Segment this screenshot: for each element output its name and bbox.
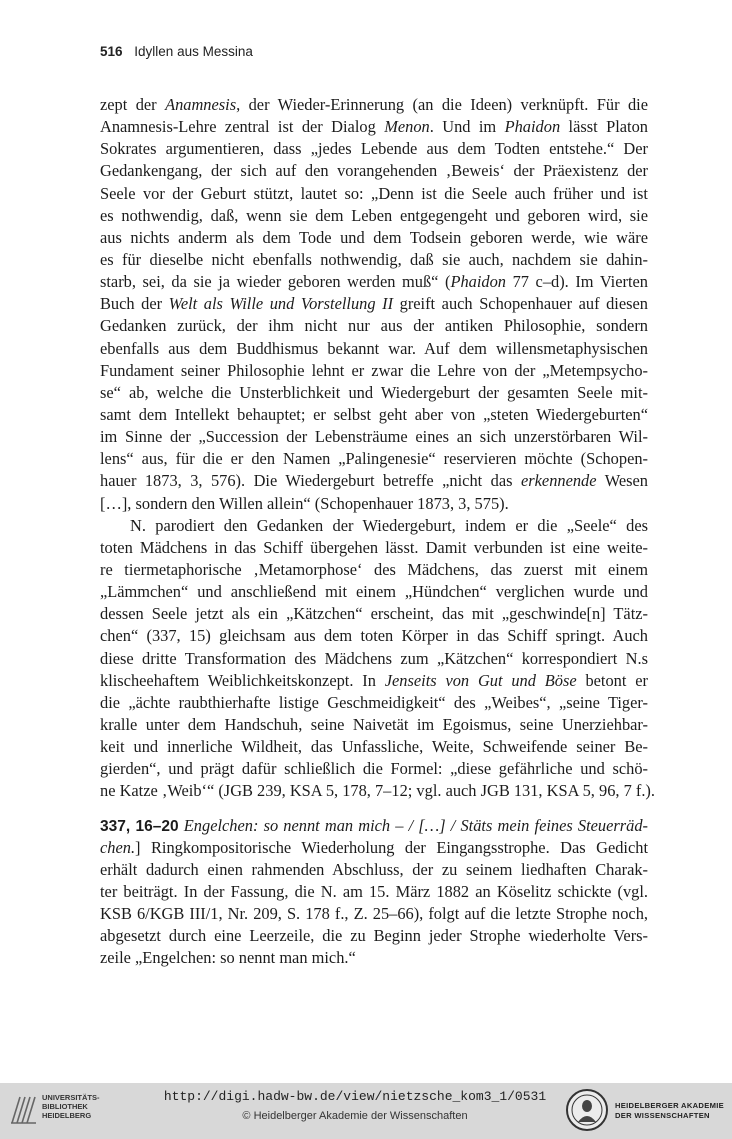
text-line: abgesetzt durch eine Leerzeile, die zu Beginn jeder Strophe wiederholte Vers- — [100, 926, 648, 946]
academy-seal-icon — [565, 1088, 609, 1132]
text-line: re tiermetaphorische ‚Metamorphose‘ des Mädchens, das zuerst mit einem — [100, 559, 648, 579]
page-number: 516 — [100, 44, 123, 59]
text-line: Gedankengang, der sich auf den vorangehenden ‚Beweis‘ der Präexistenz der — [100, 161, 648, 181]
running-title: Idyllen aus Messina — [134, 44, 253, 59]
text-line: ebenfalls aus dem Buddhismus bekannt war. Auf dem willensmetaphysischen — [100, 338, 648, 358]
text-line: dessen Seele jetzt als ein „Kätzchen“ erscheint, das mit „geschwinde[n] Tätz- — [100, 604, 648, 624]
lemma-reference: 337, 16–20 — [100, 817, 179, 835]
text-line: ter beiträgt. In der Fassung, die N. am 15. März 1882 an Köselitz schickte (vgl. — [100, 881, 648, 901]
text-line: es für dieselbe nicht ebenfalls nothwendig, daß sie auch, nachdem sie dahin- — [100, 249, 648, 269]
text-line: zept der Anamnesis, der Wieder-Erinnerung (an die Ideen) verknüpft. Für die — [100, 95, 648, 114]
text-line: Gedanken zurück, der ihm nicht nur aus der antiken Philosophie, sondern — [100, 316, 648, 336]
text-line: gierden“, und prägt dafür schließlich die Formel: „diese gefährliche und schö- — [100, 759, 648, 779]
footer-center — [130, 1089, 580, 1122]
text-line: Fundament seiner Philosophie lehnt er zwar die Lehre von der „Metempsycho- — [100, 360, 648, 380]
footer-bar — [0, 1083, 732, 1139]
text-line: samt dem Intellekt behauptet; er selbst geht aber von „steten Wiedergeburten“ — [100, 404, 648, 424]
text-line: im Sinne der „Succession der Lebensträume eines an sich unzerstörbaren Wil- — [100, 427, 648, 447]
text-line: „Lämmchen“ und anschließend mit einem „Hündchen“ verglichen wurde und — [100, 582, 648, 602]
text-line: chen“ (337, 15) gleichsam aus dem toten Körper in das Schiff springt. Auch — [100, 626, 648, 646]
paragraph-2 — [100, 515, 655, 803]
text-line: kralle unter dem Handschuh, seine Naivetät im Egoismus, seine Unerziehbar- — [100, 714, 648, 734]
paragraph-gap — [100, 803, 648, 815]
library-brand — [8, 1091, 118, 1131]
text-line: […], sondern den Willen allein“ (Schopenhauer 1873, 3, 575). — [100, 493, 509, 513]
text-line: zeile „Engelchen: so nennt man mich.“ — [100, 948, 356, 968]
text-line: hauer 1873, 3, 576). Die Wiedergeburt betreffe „nicht das erkennende Wesen — [100, 471, 648, 491]
text-line: ne Katze ‚Weib‘“ (JGB 239, KSA 5, 178, 7–12; vgl. auch JGB 131, KSA 5, 96, 7 f.). — [100, 781, 655, 801]
paragraph-1 — [100, 94, 648, 515]
text-line: Buch der Welt als Wille und Vorstellung II greift auch Schopenhauer auf diesen — [100, 294, 648, 314]
text-line: keit und innerliche Wildheit, das Unfassliche, Weite, Schweifende seiner Be- — [100, 737, 648, 757]
text-line: Sokrates argumentieren, dass „jedes Lebende aus dem Todten entstehe.“ Der — [100, 139, 648, 159]
text-line: diese dritte Transformation des Mädchens zum „Kätzchen“ korrespondiert N.s — [100, 648, 648, 668]
text-line: chen.] Ringkompositorische Wiederholung der Eingangsstrophe. Das Gedicht — [100, 837, 648, 857]
text-line: Anamnesis-Lehre zentral ist der Dialog Menon. Und im Phaidon lässt Platon — [100, 117, 648, 137]
text-line: toten Mädchens in das Schiff übergehen lässt. Damit verbunden ist eine weite- — [100, 537, 648, 557]
source-link[interactable]: http://digi.hadw-bw.de/view/nietzsche_kom3_1/0531 — [163, 1089, 547, 1104]
text-line: se“ ab, welche die Unsterblichkeit und Wiedergeburt der gesamten Seele mit- — [100, 382, 648, 402]
body-text — [100, 94, 655, 969]
text-line: Seele vor der Geburt stützt, lautet so: „Denn ist die Seele auch früher und ist — [100, 183, 648, 203]
text-line: starb, sei, da sie ja wieder geboren werden muß“ (Phaidon 77 c–d). Im Vierten — [100, 272, 648, 292]
library-logo-icon — [8, 1091, 38, 1127]
academy-brand — [565, 1087, 730, 1135]
text-line: KSB 6/KGB III/1, Nr. 209, S. 178 f., Z. 25–66), folgt auf die letzte Strophe noch, — [100, 904, 648, 924]
paragraph-3 — [100, 815, 648, 970]
text-line: erhält dadurch einen rahmenden Abschluss, der zu seinem liedhaften Charak- — [100, 859, 648, 879]
text-line: es nothwendig, daß, wenn sie dem Leben entgegengeht und geboren wird, sie — [100, 205, 648, 225]
copyright-notice: © Heidelberger Akademie der Wissenschaften — [242, 1110, 468, 1122]
text-line — [100, 815, 648, 837]
text-line: die „ächte raubthierhafte listige Geschmeidigkeit“ des „Weibes“, „seine Tiger- — [100, 692, 648, 712]
academy-name: HEIDELBERGER AKADEMIE DER WISSENSCHAFTEN — [615, 1101, 724, 1120]
text-line: lens“ aus, für die er den Namen „Palingenesie“ reservieren möchte (Schopen- — [100, 449, 648, 469]
library-name: UNIVERSITÄTS- BIBLIOTHEK HEIDELBERG — [42, 1093, 100, 1120]
text-line: N. parodiert den Gedanken der Wiedergeburt, indem er die „Seele“ des — [130, 515, 648, 535]
text-line: klischeehaftem Weiblichkeitskonzept. In Jenseits von Gut und Böse betont er — [100, 670, 648, 690]
text-line: aus nichts anderm als dem Tode und dem Todsein geboren werde, wie wäre — [100, 227, 648, 247]
lemma-text: Engelchen: so nennt man mich – / […] / Stäts mein feines Steuerräd- — [178, 815, 649, 835]
running-head — [100, 44, 253, 59]
